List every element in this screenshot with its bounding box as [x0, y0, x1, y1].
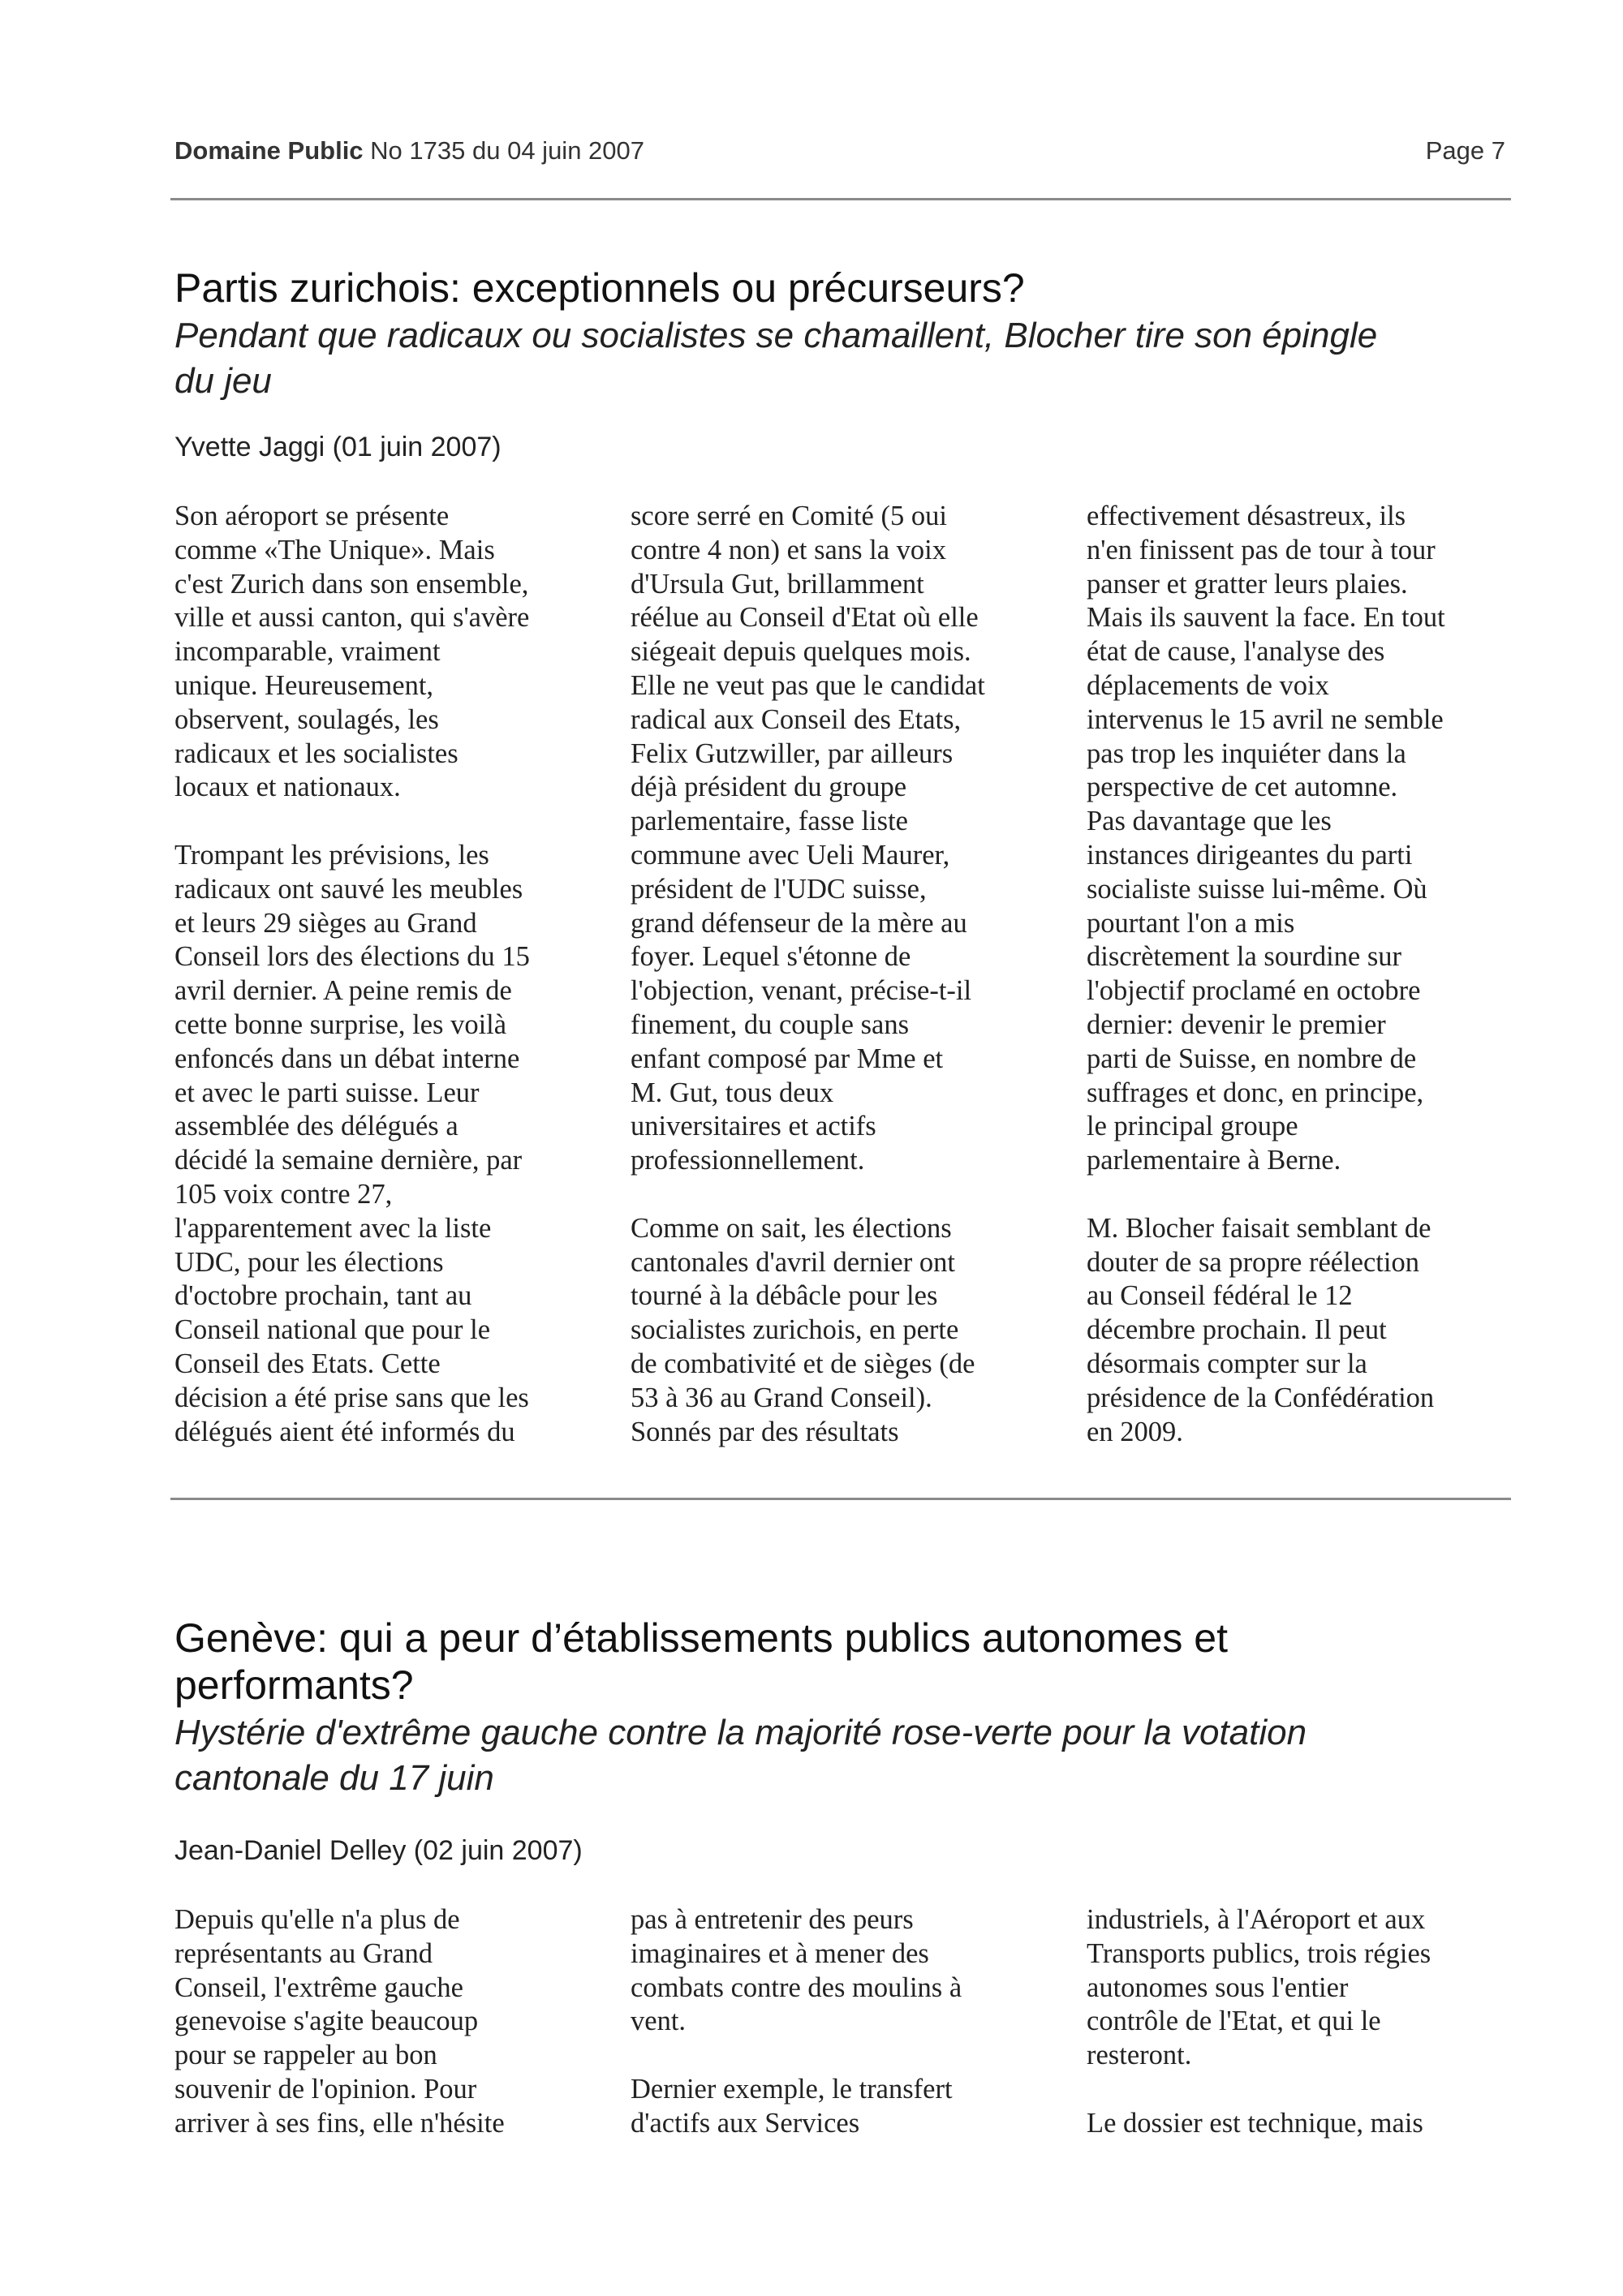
paragraph [174, 1903, 588, 2141]
text-line: cantonales d'avril dernier ont [631, 1246, 955, 1278]
paragraph [1087, 500, 1500, 1178]
text-line: parlementaire, fasse liste [631, 806, 908, 837]
text-line: Sonnés par des résultats [631, 1416, 899, 1447]
paragraph [1087, 1903, 1500, 2073]
text-line: réélue au Conseil d'Etat où elle [631, 602, 979, 634]
text-line: Conseil national que pour le [174, 1314, 491, 1346]
article-subtitle [174, 313, 1505, 404]
article-2 [174, 1615, 1505, 2139]
column-3 [1087, 500, 1500, 1449]
issue-info: No 1735 du 04 juin 2007 [370, 136, 645, 165]
page-header [174, 136, 1505, 166]
text-line: et avec le parti suisse. Leur [174, 1077, 480, 1108]
text-line: M. Gut, tous deux [631, 1077, 834, 1108]
text-line: imaginaires et à mener des [631, 1937, 929, 1969]
paragraph [631, 1903, 1044, 2039]
column-1 [174, 500, 588, 1449]
text-line: enfoncés dans un débat interne [174, 1043, 520, 1074]
text-line: d'octobre prochain, tant au [174, 1280, 472, 1312]
subtitle-line: Hystérie d'extrême gauche contre la majorité rose-verte pour la votation [174, 1713, 1307, 1752]
text-line: dernier: devenir le premier [1087, 1008, 1386, 1040]
text-line: suffrages et donc, en principe, [1087, 1077, 1424, 1108]
text-line: panser et gratter leurs plaies. [1087, 568, 1408, 600]
text-line: déplacements de voix [1087, 669, 1329, 701]
text-line: Depuis qu'elle n'a plus de [174, 1904, 460, 1935]
text-line: comme «The Unique». Mais [174, 534, 495, 565]
text-line: M. Blocher faisait semblant de [1087, 1212, 1431, 1244]
text-line: genevoise s'agite beaucoup [174, 2006, 479, 2037]
header-divider [170, 198, 1511, 200]
text-line: finement, du couple sans [631, 1008, 909, 1040]
text-line: le principal groupe [1087, 1111, 1298, 1142]
paragraph [174, 500, 588, 805]
text-line: socialiste suisse lui-même. Où [1087, 873, 1427, 905]
text-line: de combativité et de sièges (de [631, 1348, 975, 1379]
text-line: resteront. [1087, 2040, 1192, 2071]
text-line: 53 à 36 au Grand Conseil). [631, 1382, 932, 1413]
text-line: avril dernier. A peine remis de [174, 975, 512, 1007]
text-line: décision a été prise sans que les [174, 1382, 529, 1413]
text-line: Conseil, l'extrême gauche [174, 1971, 463, 2003]
text-line: parlementaire à Berne. [1087, 1145, 1341, 1176]
text-line: parti de Suisse, en nombre de [1087, 1043, 1417, 1074]
text-line: présidence de la Confédération [1087, 1382, 1435, 1413]
column-1 [174, 1903, 588, 2141]
text-line: siégeait depuis quelques mois. [631, 636, 971, 668]
text-line: contrôle de l'Etat, et qui le [1087, 2006, 1381, 2037]
column-2 [631, 1903, 1044, 2141]
text-line: incomparable, vraiment [174, 636, 441, 668]
text-line: Felix Gutzwiller, par ailleurs [631, 737, 954, 769]
article-title [174, 1615, 1505, 1709]
text-line: l'objectif proclamé en octobre [1087, 975, 1421, 1007]
text-line: déjà président du groupe [631, 772, 907, 803]
text-line: perspective de cet automne. [1087, 772, 1398, 803]
text-line: Pas davantage que les [1087, 806, 1332, 837]
text-line: radicaux et les socialistes [174, 737, 458, 769]
paragraph [1087, 1212, 1500, 1450]
text-line: et leurs 29 sièges au Grand [174, 907, 477, 939]
subtitle-line: cantonale du 17 juin [174, 1758, 494, 1798]
text-line: état de cause, l'analyse des [1087, 636, 1385, 668]
text-line: discrètement la sourdine sur [1087, 941, 1402, 973]
text-line: intervenus le 15 avril ne semble [1087, 703, 1444, 735]
text-line: pour se rappeler au bon [174, 2040, 437, 2071]
article-title: Partis zurichois: exceptionnels ou précurseurs? [174, 265, 1025, 311]
text-line: socialistes zurichois, en perte [631, 1314, 959, 1346]
page-number: Page 7 [1425, 136, 1505, 165]
publication-name: Domaine Public [174, 136, 364, 165]
text-line: enfant composé par Mme et [631, 1043, 944, 1074]
text-line: radicaux ont sauvé les meubles [174, 873, 523, 905]
paragraph [631, 1212, 1044, 1450]
article-author: Jean-Daniel Delley (02 juin 2007) [174, 1835, 583, 1866]
text-line: douter de sa propre réélection [1087, 1246, 1419, 1278]
text-line: tourné à la débâcle pour les [631, 1280, 938, 1312]
text-line: Trompant les prévisions, les [174, 839, 489, 871]
text-line: représentants au Grand [174, 1937, 433, 1969]
text-line: observent, soulagés, les [174, 703, 439, 735]
text-line: radical aux Conseil des Etats, [631, 703, 962, 735]
text-line: Le dossier est technique, mais [1087, 2107, 1423, 2139]
text-line: vent. [631, 2006, 687, 2037]
text-line: délégués aient été informés du [174, 1416, 515, 1447]
text-line: instances dirigeantes du parti [1087, 839, 1413, 871]
text-line: Transports publics, trois régies [1087, 1937, 1431, 1969]
text-line: autonomes sous l'entier [1087, 1971, 1349, 2003]
paragraph [631, 2073, 1044, 2141]
text-line: assemblée des délégués a [174, 1111, 458, 1142]
text-line: pourtant l'on a mis [1087, 907, 1295, 939]
text-line: score serré en Comité (5 oui [631, 501, 947, 531]
text-line: décidé la semaine dernière, par [174, 1145, 523, 1176]
text-line: professionnellement. [631, 1145, 865, 1176]
text-line: locaux et nationaux. [174, 772, 401, 803]
text-line: Son aéroport se présente [174, 501, 450, 531]
text-line: d'Ursula Gut, brillamment [631, 568, 924, 600]
text-line: ville et aussi canton, qui s'avère [174, 602, 530, 634]
text-line: cette bonne surprise, les voilà [174, 1008, 507, 1040]
text-line: c'est Zurich dans son ensemble, [174, 568, 529, 600]
text-line: n'en finissent pas de tour à tour [1087, 534, 1436, 565]
article-1 [174, 264, 1505, 1447]
subtitle-line: Pendant que radicaux ou socialistes se chamaillent, Blocher tire son épingle [174, 316, 1378, 355]
text-line: commune avec Ueli Maurer, [631, 839, 950, 871]
text-line: en 2009. [1087, 1416, 1183, 1447]
paragraph [174, 839, 588, 1449]
text-line: président de l'UDC suisse, [631, 873, 927, 905]
text-line: Conseil lors des élections du 15 [174, 941, 530, 973]
text-line: pas trop les inquiéter dans la [1087, 737, 1406, 769]
text-line: pas à entretenir des peurs [631, 1904, 914, 1935]
text-line: arriver à ses fins, elle n'hésite [174, 2107, 505, 2139]
text-line: combats contre des moulins à [631, 1971, 962, 2003]
text-line: Elle ne veut pas que le candidat [631, 669, 985, 701]
text-line: au Conseil fédéral le 12 [1087, 1280, 1353, 1312]
text-line: Comme on sait, les élections [631, 1212, 952, 1244]
text-line: universitaires et actifs [631, 1111, 876, 1142]
text-line: Dernier exemple, le transfert [631, 2073, 953, 2105]
text-line: désormais compter sur la [1087, 1348, 1367, 1379]
text-line: foyer. Lequel s'étonne de [631, 941, 911, 973]
text-line: Mais ils sauvent la face. En tout [1087, 602, 1445, 634]
article-author: Yvette Jaggi (01 juin 2007) [174, 432, 502, 462]
title-line: Genève: qui a peur d’établissements publics autonomes et [174, 1615, 1228, 1661]
column-2 [631, 500, 1044, 1449]
text-line: 105 voix contre 27, [174, 1178, 393, 1210]
text-line: l'objection, venant, précise-t-il [631, 975, 972, 1007]
text-line: d'actifs aux Services [631, 2107, 860, 2139]
paragraph [1087, 2107, 1500, 2141]
text-line: industriels, à l'Aéroport et aux [1087, 1904, 1426, 1935]
title-line: performants? [174, 1662, 414, 1708]
text-line: souvenir de l'opinion. Pour [174, 2073, 477, 2105]
text-line: Conseil des Etats. Cette [174, 1348, 441, 1379]
article-divider [170, 1498, 1511, 1500]
text-line: décembre prochain. Il peut [1087, 1314, 1387, 1346]
subtitle-line: du jeu [174, 361, 272, 401]
text-line: effectivement désastreux, ils [1087, 501, 1406, 531]
text-line: UDC, pour les élections [174, 1246, 444, 1278]
paragraph [631, 500, 1044, 1178]
column-3 [1087, 1903, 1500, 2141]
text-line: l'apparentement avec la liste [174, 1212, 492, 1244]
text-line: unique. Heureusement, [174, 669, 434, 701]
article-subtitle [174, 1710, 1505, 1801]
text-line: grand défenseur de la mère au [631, 907, 967, 939]
text-line: contre 4 non) et sans la voix [631, 534, 946, 565]
